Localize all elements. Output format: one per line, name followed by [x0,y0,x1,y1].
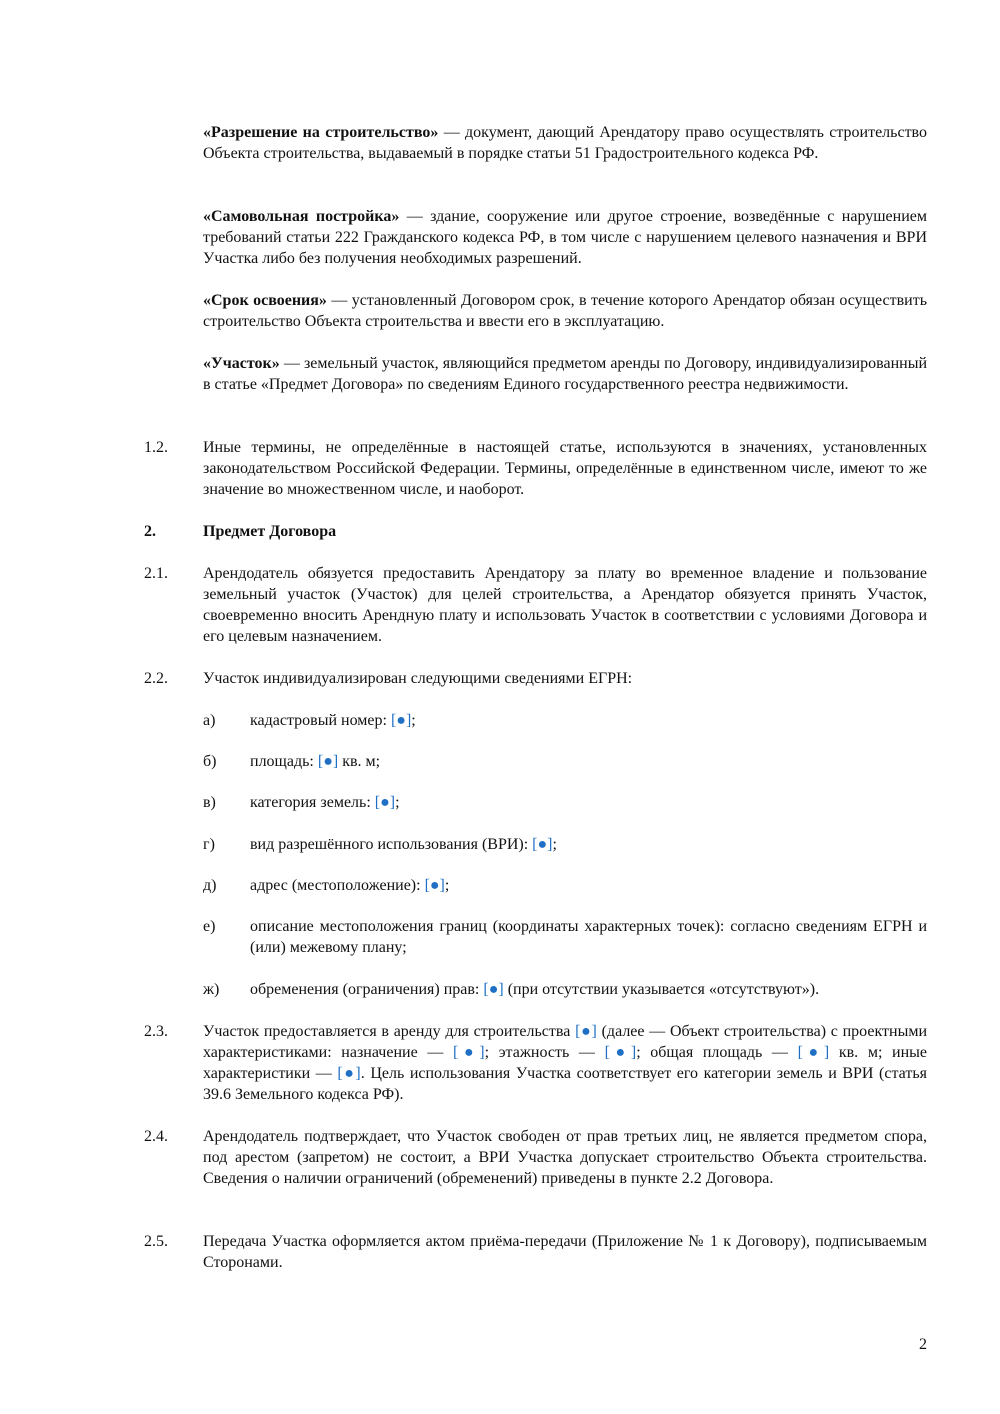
placeholder-field: [●] [575,1023,597,1040]
clause-1-2-text: Иные термины, не определённые в настоящей статье, используются в значениях, установленных законодательством Российской Федерации. Термины, определённые в единственном числе, имеют то же значение во множественном числе, и наоборот. [203,439,927,498]
clause-2-1-text: Арендодатель обязуется предоставить Арендатору за плату во временное владение и пользование земельный участок (Участок) для целей строительства, а Арендатор обязуется принять Участок, своевременно вносить Арендную плату и использовать Участок в соответствии с условиями Договора и его целевым назначением. [203,565,927,645]
list-item-land-category: категория земель: [●]; [250,794,400,811]
list-item-letter: е) [203,918,216,935]
placeholder-field: [●] [317,753,339,770]
placeholder-field: [●] [390,712,412,729]
placeholder-field: [●] [483,981,504,998]
clause-number: 1.2. [144,439,168,456]
list-item-letter: д) [203,877,217,894]
definition-building-permit [203,122,927,164]
clause-number: 2.3. [144,1023,168,1040]
clause-2-5-text: Передача Участка оформляется актом приёма-передачи (Приложение № 1 к Договору), подписываемым Сторонами. [203,1233,927,1271]
clause-2-3-text: Участок предоставляется в аренду для строительства [●] (далее — Объект строительства) с проектными характеристиками: назначение — [●]; этажность — [●]; общая площадь — [●] кв. м; иные характеристики — [●]. Цель использования Участка соответствует его категории земель и ВРИ (статья 39.6 Земельного кодекса РФ). [203,1023,928,1103]
list-item-letter: г) [203,836,215,853]
clause-number: 2.2. [144,670,168,687]
placeholder-field: [●] [424,877,445,894]
list-item-letter: а) [203,712,216,729]
clause-2-4-text: Арендодатель подтверждает, что Участок свободен от прав третьих лиц, не является предметом спора, под арестом (запретом) не состоит, а ВРИ Участка допускает строительство Объекта строительства. Сведения о наличии ограничений (обременений) приведены в пункте 2.2 Договора. [203,1128,927,1187]
list-item-cadastral-number: кадастровый номер: [●]; [250,712,416,729]
list-item-encumbrances: обременения (ограничения) прав: [●] (при отсутствии указывается «отсутствуют»). [250,981,820,998]
list-item-letter: в) [203,794,216,811]
placeholder-field: [●] [374,794,396,811]
placeholder-field: [●] [452,1044,485,1061]
definition-term: «Участок» [203,355,280,372]
definition-development-period [203,290,927,332]
placeholder-field: [●] [532,836,553,853]
definition-land-plot [203,353,927,395]
list-item-address: адрес (местоположение): [●]; [250,877,450,894]
list-item-letter: ж) [203,981,220,998]
definition-text: — документ, дающий Арендатору право осуществлять строительство Объекта строительства, выдаваемый в порядке статьи 51 Градостроительного кодекса РФ. [203,124,928,162]
definition-term: «Самовольная постройка» [203,208,400,225]
definition-term: «Срок освоения» [203,292,327,309]
section-number: 2. [144,523,156,540]
placeholder-field: [●] [604,1044,637,1061]
clause-number: 2.4. [144,1128,168,1145]
list-item-area: площадь: [●] кв. м; [250,753,381,770]
clause-number: 2.5. [144,1233,168,1250]
definition-text: — земельный участок, являющийся предметом аренды по Договору, индивидуализированный в статье «Предмет Договора» по сведениям Единого государственного реестра недвижимости. [203,355,927,393]
placeholder-field: [●] [797,1044,830,1061]
page-number: 2 [919,1336,927,1353]
list-item-boundaries: описание местоположения границ (координаты характерных точек): согласно сведениям ЕГРН и (или) межевому плану; [250,918,927,956]
list-item-permitted-use: вид разрешённого использования (ВРИ): [●]; [250,836,557,853]
list-item-letter: б) [203,753,217,770]
definition-text: — установленный Договором срок, в течение которого Арендатор обязан осуществить строительство Объекта строительства и ввести его в эксплуатацию. [203,292,927,330]
definition-term: «Разрешение на строительство» [203,124,439,141]
placeholder-field: [●] [337,1065,361,1082]
definition-unauthorized-construction [203,206,927,269]
clause-number: 2.1. [144,565,168,582]
section-title: Предмет Договора [203,523,337,540]
definition-text: — здание, сооружение или другое строение, возведённые с нарушением требований статьи 222 Гражданского кодекса РФ, в том числе с нарушением целевого назначения и ВРИ Участка либо без получения необходимых разрешений. [203,208,928,267]
clause-2-2-text: Участок индивидуализирован следующими сведениями ЕГРН: [203,670,633,687]
